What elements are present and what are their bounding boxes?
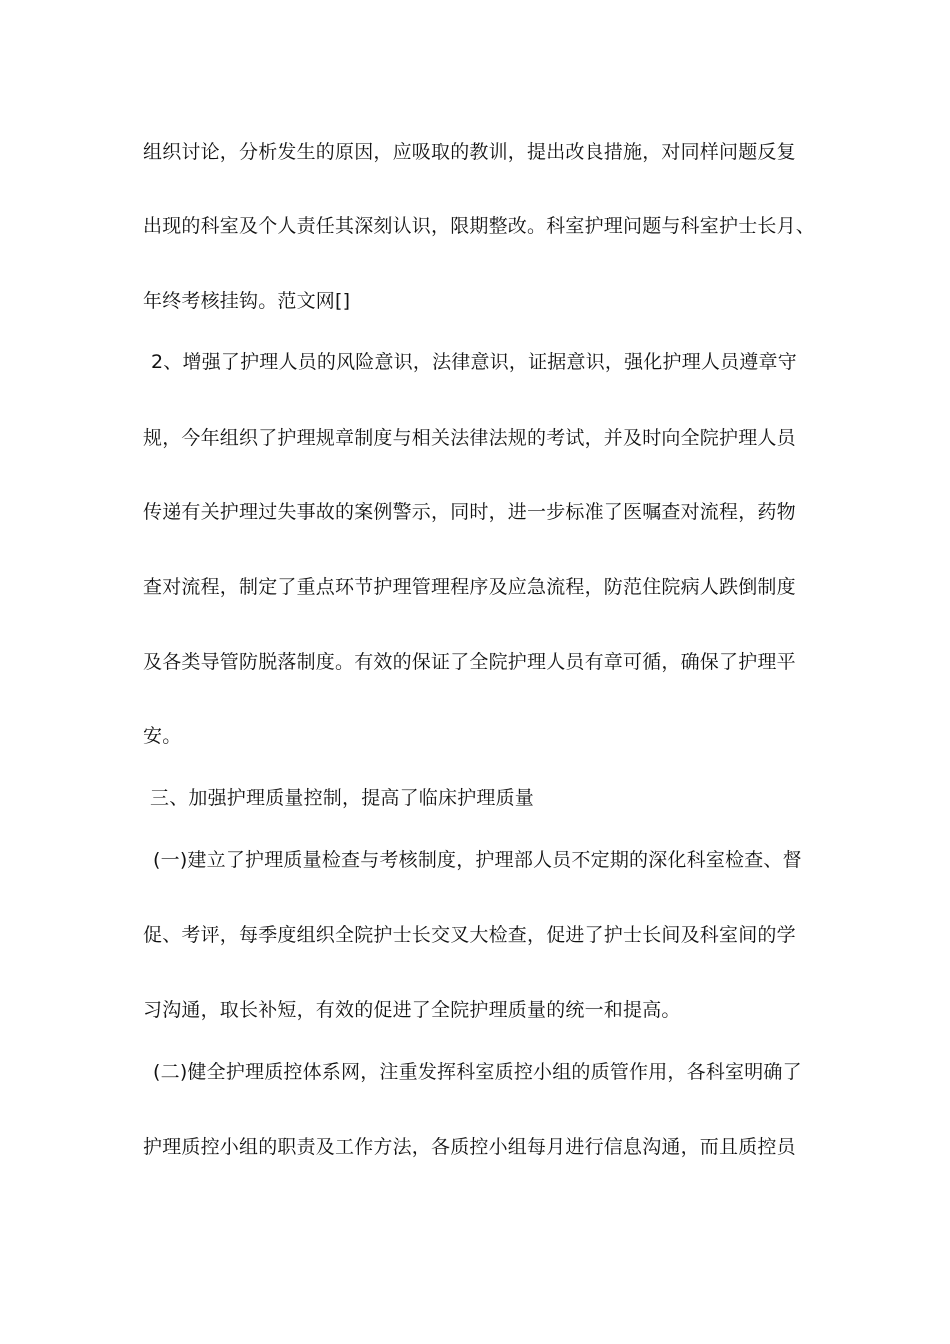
text-line: 及各类导管防脱落制度。有效的保证了全院护理人员有章可循，确保了护理平 [143,651,796,673]
text-line: 习沟通，取长补短，有效的促进了全院护理质量的统一和提高。 [143,999,681,1021]
text-line: 安。 [143,725,182,747]
text-line: 组织讨论，分析发生的原因，应吸取的教训，提出改良措施，对同样问题反复 [143,141,796,163]
text-line: 出现的科室及个人责任其深刻认识，限期整改。科室护理问题与科室护士长月、 [143,215,816,237]
text-line: 查对流程，制定了重点环节护理管理程序及应急流程，防范住院病人跌倒制度 [143,576,796,598]
text-line: (二)健全护理质控体系网，注重发挥科室质控小组的质管作用，各科室明确了 [153,1061,802,1083]
text-line: 促、考评，每季度组织全院护士长交叉大检查，促进了护士长间及科室间的学 [143,924,796,946]
text-line: (一)建立了护理质量检查与考核制度，护理部人员不定期的深化科室检查、督 [153,849,802,871]
text-line: 年终考核挂钩。范文网[] [143,290,351,312]
text-line: 规，今年组织了护理规章制度与相关法律法规的考试，并及时向全院护理人员 [143,427,796,449]
text-line: 传递有关护理过失事故的案例警示，同时，进一步标准了医嘱查对流程，药物 [143,501,796,523]
text-line: 护理质控小组的职责及工作方法，各质控小组每月进行信息沟通，而且质控员 [143,1136,796,1158]
section-heading: 三、加强护理质量控制，提高了临床护理质量 [150,787,535,809]
text-line: 2、增强了护理人员的风险意识，法律意识，证据意识，强化护理人员遵章守 [151,351,797,373]
